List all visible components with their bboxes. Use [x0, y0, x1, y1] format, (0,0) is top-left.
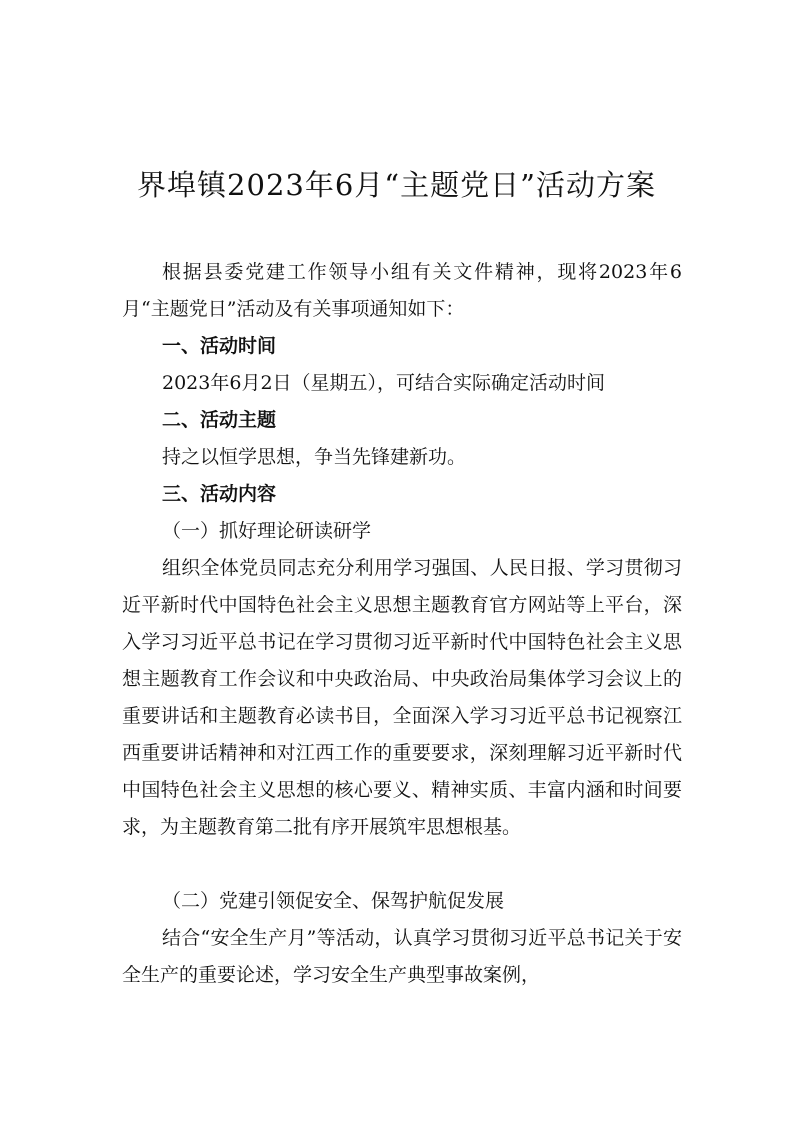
section-text-time: 2023年6月2日（星期五），可结合实际确定活动时间 [162, 372, 606, 394]
subsection-heading-safety: （二）党建引领促安全、保驾护航促发展 [162, 890, 505, 912]
document-title: 界埠镇2023年6月“主题党日”活动方案 [137, 168, 656, 202]
section-heading-theme: 二、活动主题 [162, 409, 277, 431]
section-text-theme: 持之以恒学思想，争当先锋建新功。 [162, 446, 467, 468]
section-heading-content: 三、活动内容 [162, 483, 277, 505]
intro-paragraph: 根据县委党建工作领导小组有关文件精神，现将2023年6月“主题党日”活动及有关事项通知如下： [122, 261, 682, 320]
subsection-text-theory: 组织全体党员同志充分利用学习强国、人民日报、学习贯彻习近平新时代中国特色社会主义思想主题教育官方网站等上平台，深入学习习近平总书记在学习贯彻习近平新时代中国特色社会主义思想主题教育工作会议和中央政治局、中央政治局集体学习会议上的重要讲话和主题教育必读书目，全面深入学习习近平总书记视察江西重要讲话精神和对江西工作的重要要求，深刻理解习近平新时代中国特色社会主义思想的核心要义、精神实质、丰富内涵和时间要求，为主题教育第二批有序开展筑牢思想根基。 [122, 557, 682, 838]
subsection-heading-theory: （一）抓好理论研读研学 [162, 520, 372, 542]
section-heading-time: 一、活动时间 [162, 335, 277, 357]
subsection-text-safety: 结合“安全生产月”等活动，认真学习贯彻习近平总书记关于安全生产的重要论述，学习安全生产典型事故案例， [122, 927, 682, 986]
